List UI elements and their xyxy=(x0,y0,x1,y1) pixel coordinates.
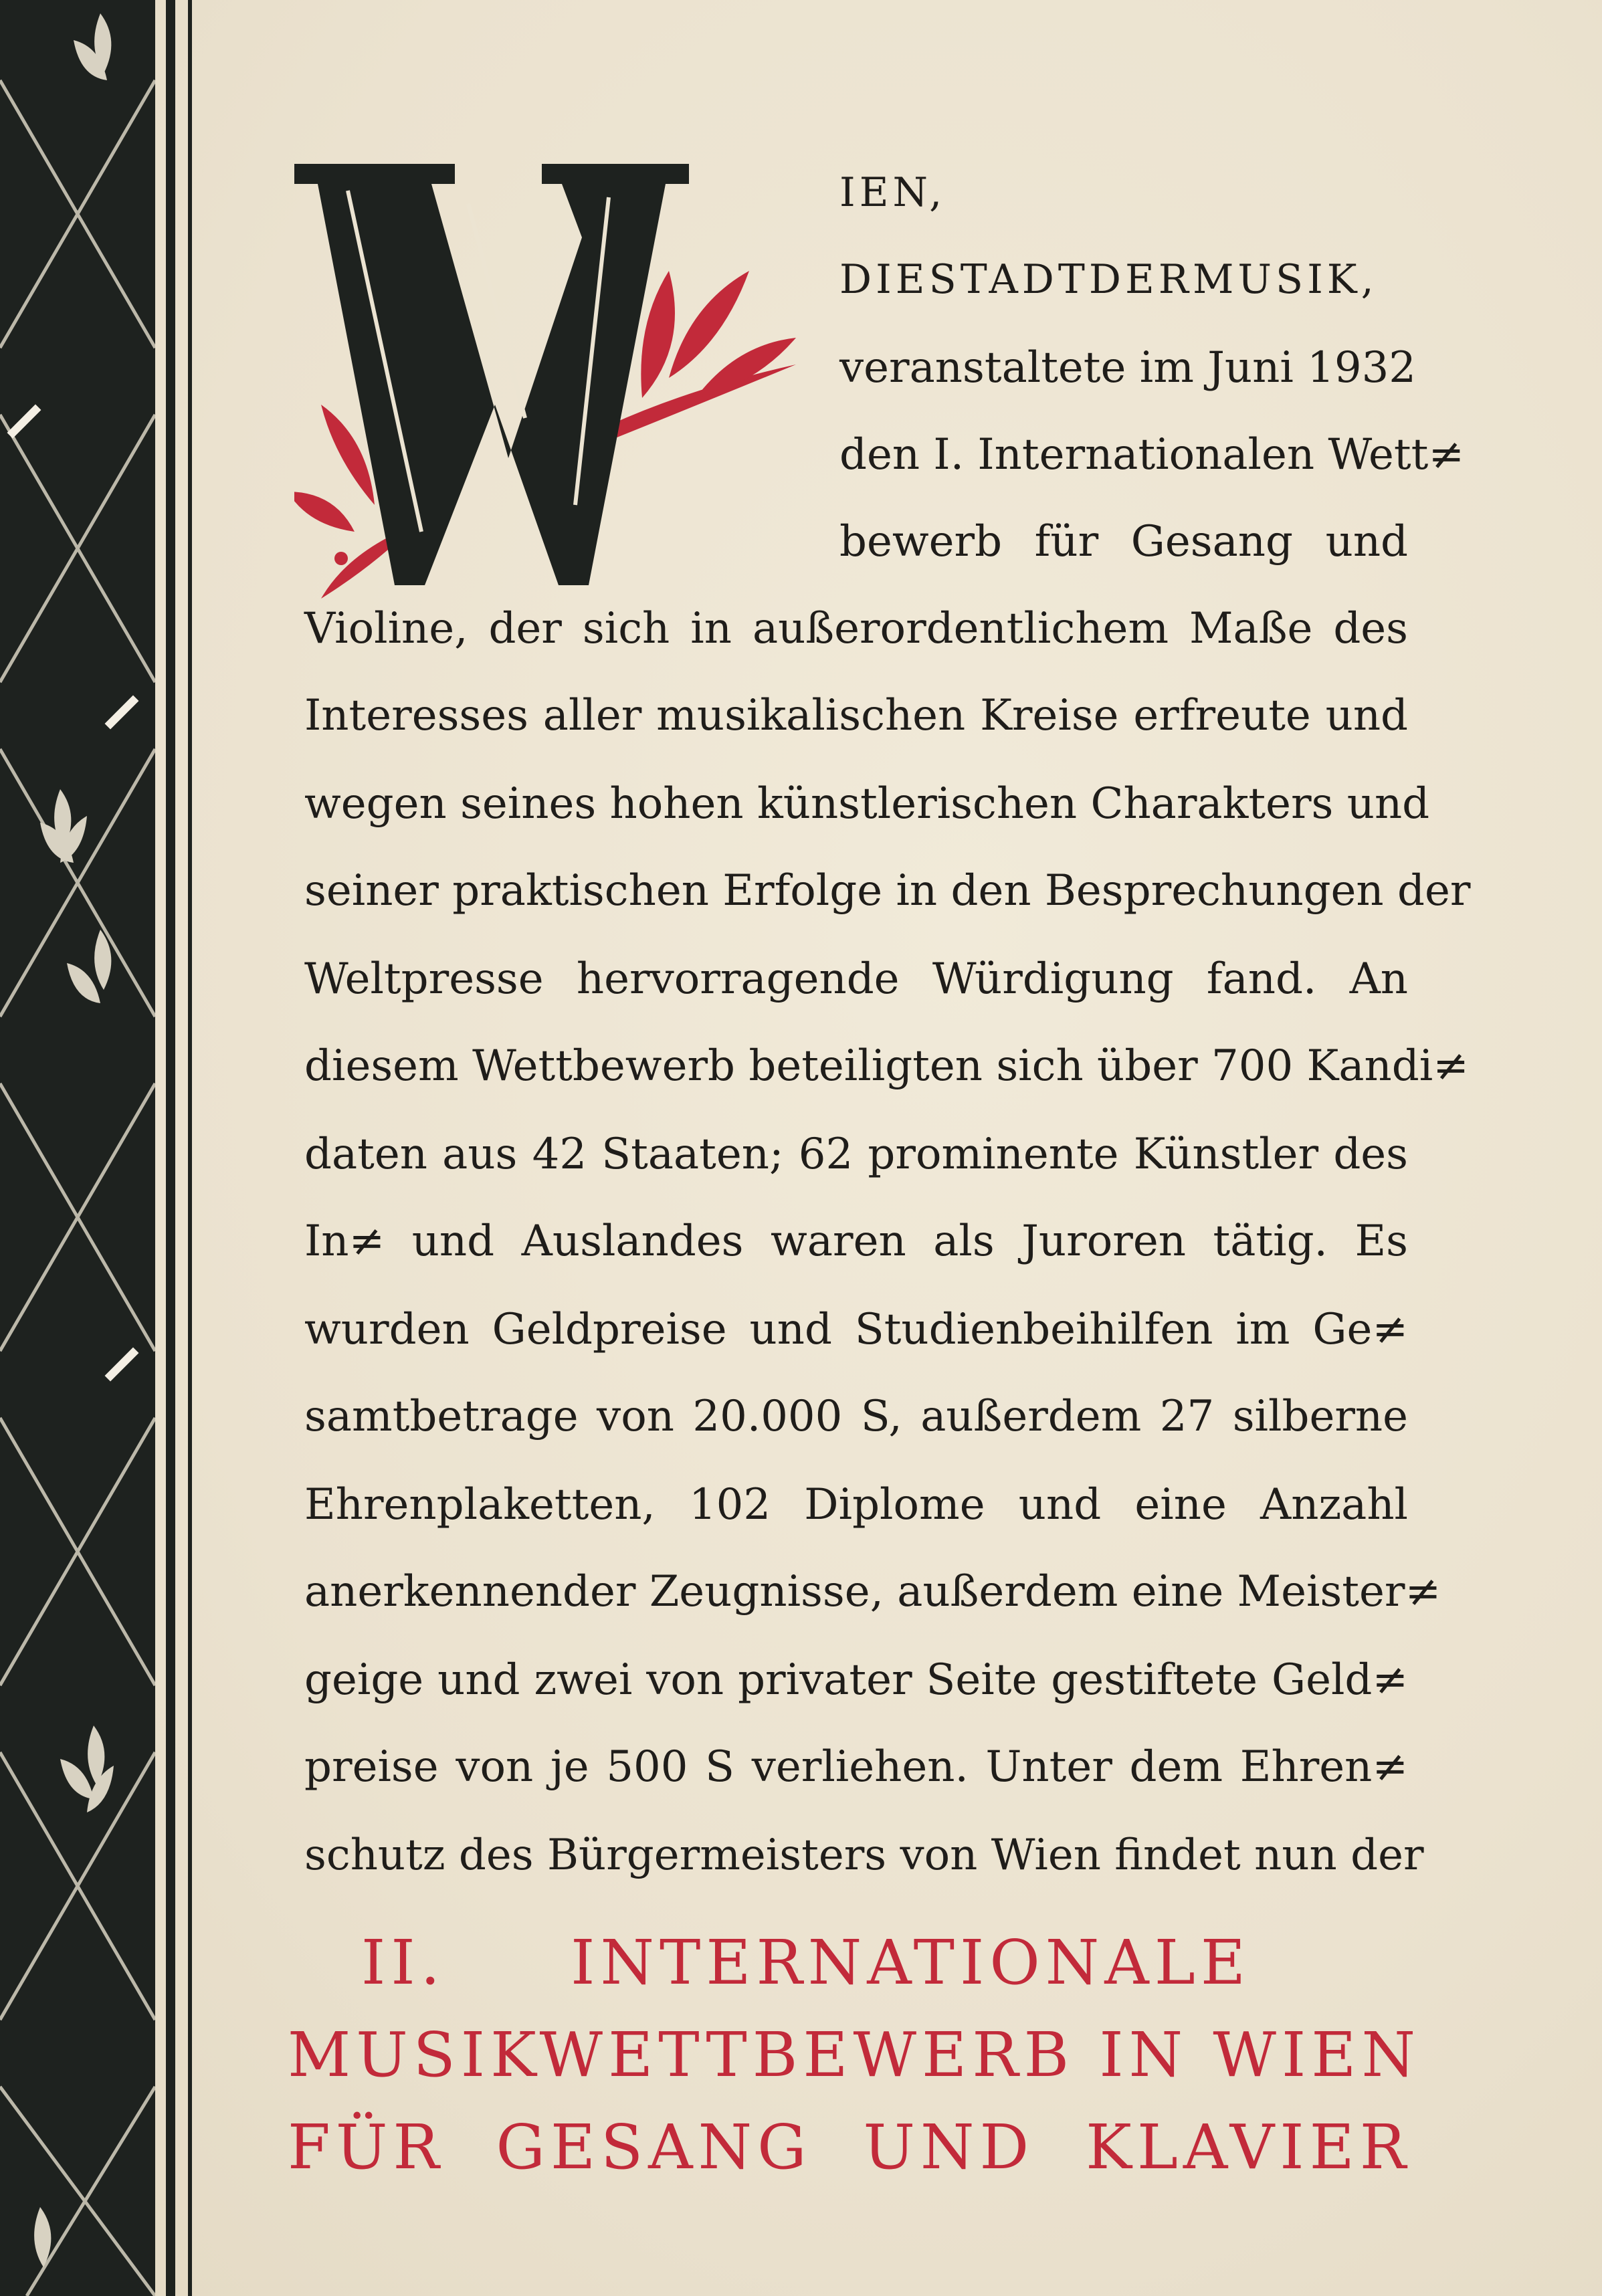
text-line: schutz des Bürgermeisters von Wien findet nun der xyxy=(304,1831,1424,1880)
text-line: samtbetrage von 20.000 S, außerdem 27 silberne xyxy=(304,1392,1408,1441)
text-line: Ehrenplaketten, 102 Diplome und eine Anzahl xyxy=(304,1480,1408,1530)
text-line: wurden Geldpreise und Studienbeihilfen im Ge≠ xyxy=(304,1305,1408,1354)
text-line: Interesses aller musikalischen Kreise erfreute und xyxy=(304,691,1408,740)
text-line: den I. Internationalen Wett≠ xyxy=(839,430,1464,480)
border-rule xyxy=(166,0,175,2296)
text-line: In≠ und Auslandes waren als Juroren tätig. Es xyxy=(304,1217,1408,1266)
headline-line: MUSIKWETTBEWERB IN WIEN xyxy=(288,2019,1421,2091)
ornamental-border xyxy=(0,0,155,2296)
text-line: geige und zwei von privater Seite gestiftete Geld≠ xyxy=(304,1655,1408,1705)
text-line: bewerb für Gesang und xyxy=(839,517,1408,566)
text-line: Violine, der sich in außerordentlichem Maße des xyxy=(304,604,1408,653)
laurel-ornament-icon xyxy=(0,0,155,2296)
text-line: DIESTADTDERMUSIK, xyxy=(839,256,1378,303)
headline-line: FÜR GESANG UND KLAVIER xyxy=(288,2111,1411,2183)
text-line: daten aus 42 Staaten; 62 prominente Künstler des xyxy=(304,1130,1408,1179)
text-line: IEN, xyxy=(839,169,946,216)
headline-line: II. INTERNATIONALE xyxy=(361,1927,1251,1998)
text-line: wegen seines hohen künstlerischen Charakters und xyxy=(304,779,1430,829)
text-line: seiner praktischen Erfolge in den Besprechungen der xyxy=(304,866,1471,916)
border-rule xyxy=(188,0,192,2296)
drop-cap-w-icon xyxy=(294,157,809,625)
text-line: diesem Wettbewerb beteiligten sich über 700 Kandi≠ xyxy=(304,1041,1469,1091)
text-line: Weltpresse hervorragende Würdigung fand. An xyxy=(304,954,1408,1004)
text-line: veranstaltete im Juni 1932 xyxy=(839,343,1416,393)
text-line: preise von je 500 S verliehen. Unter dem Ehren≠ xyxy=(304,1742,1408,1792)
text-line: anerkennender Zeugnisse, außerdem eine Meister≠ xyxy=(304,1567,1441,1616)
